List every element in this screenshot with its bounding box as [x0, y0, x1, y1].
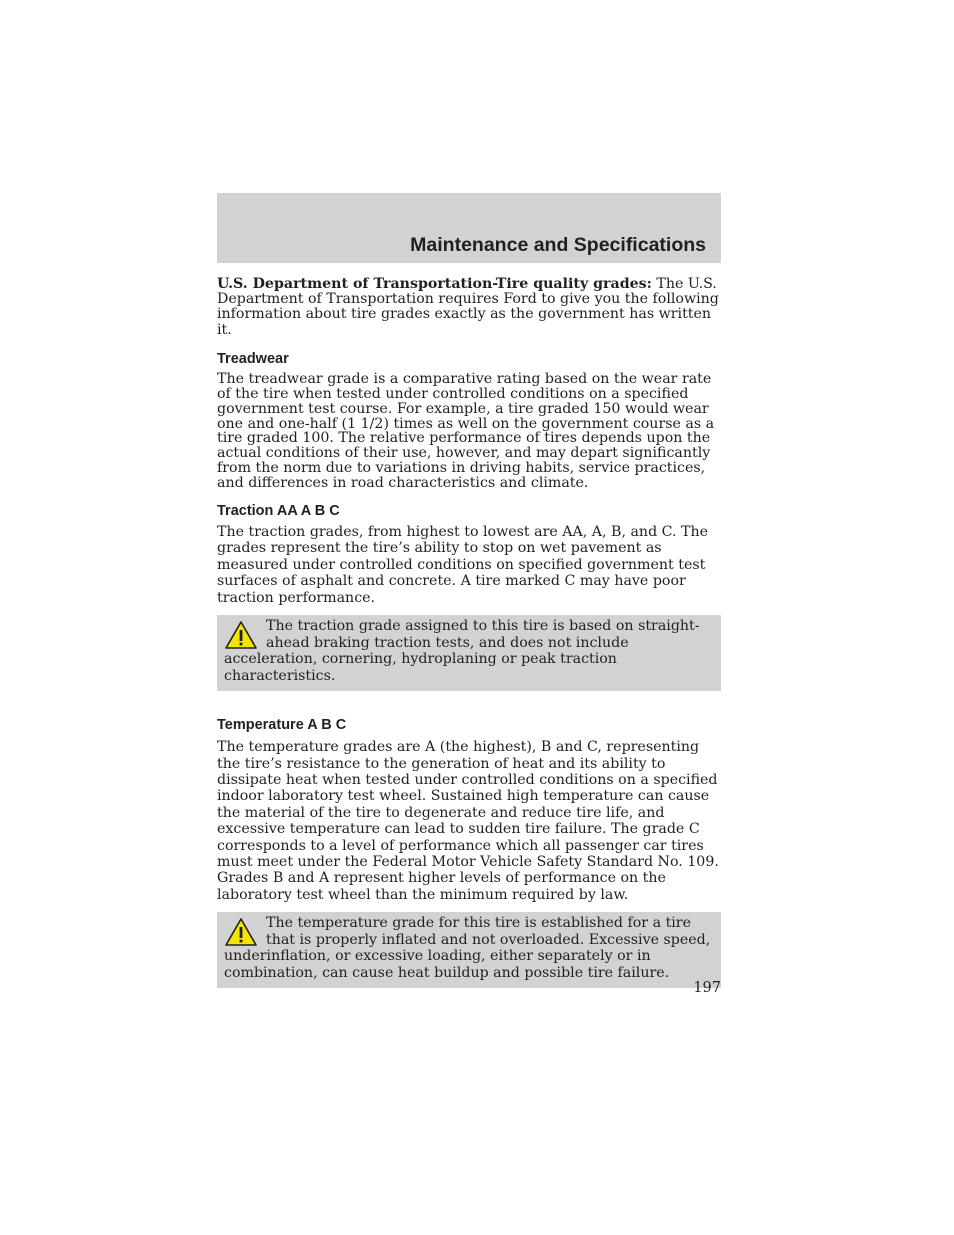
intro-bold-lead: U.S. Department of Transportation-Tire quality grades: — [217, 276, 652, 292]
temperature-warning-text: The temperature grade for this tire is established for a tire that is properly inflated and not overloaded. Excessive speed, underinflation, or excessive loading, either separately or in combination, can cause heat buildup and possible tire failure. — [224, 915, 711, 981]
temperature-body: The temperature grades are A (the highest), B and C, representing the tire’s resistance to the generation of heat and its ability to dissipate heat when tested under controlled conditions on a specified indoor laboratory test wheel. Sustained high temperature can cause the material of the tire to degenerate and reduce tire life, and excessive temperature can lead to sudden tire failure. The grade C corresponds to a level of performance which all passenger car tires must meet under the Federal Motor Vehicle Safety Standard No. 109. Grades B and A represent higher levels of performance on the laboratory test wheel than the minimum required by law. — [217, 739, 719, 903]
treadwear-body: The treadwear grade is a comparative rating based on the wear rate of the tire when tested under controlled conditions on a specified government test course. For example, a tire graded 150 would wear one and one-half (1 1/2) times as well on the government course as a tire graded 100. The relative performance of tires depends upon the actual conditions of their use, however, and may depart significantly from the norm due to variations in driving habits, service practices, and differences in road characteristics and climate. — [217, 370, 715, 492]
temperature-warning-box — [217, 912, 721, 988]
traction-heading: Traction AA A B C — [217, 503, 340, 520]
temperature-heading: Temperature A B C — [217, 717, 347, 734]
intro-text: The U.S. Department of Transportation requires Ford to give you the following information about tire grades exactly as the government has written it. — [217, 276, 719, 338]
warning-triangle-icon — [224, 620, 258, 650]
traction-warning-box — [217, 615, 721, 691]
intro-paragraph — [217, 277, 721, 338]
warning-triangle-icon — [224, 917, 258, 947]
page-content — [217, 277, 721, 988]
page-number: 197 — [693, 980, 721, 996]
section-header-band — [217, 193, 721, 263]
traction-warning-text: The traction grade assigned to this tire is based on straight-ahead braking traction tests, and does not include acceleration, cornering, hydroplaning or peak traction characteristics. — [224, 618, 700, 684]
section-title: Maintenance and Specifications — [410, 234, 706, 256]
traction-body: The traction grades, from highest to lowest are AA, A, B, and C. The grades represent the tire’s ability to stop on wet pavement as measured under controlled conditions on specified government test surfaces of asphalt and concrete. A tire marked C may have poor traction performance. — [217, 524, 709, 606]
treadwear-heading: Treadwear — [217, 350, 289, 367]
